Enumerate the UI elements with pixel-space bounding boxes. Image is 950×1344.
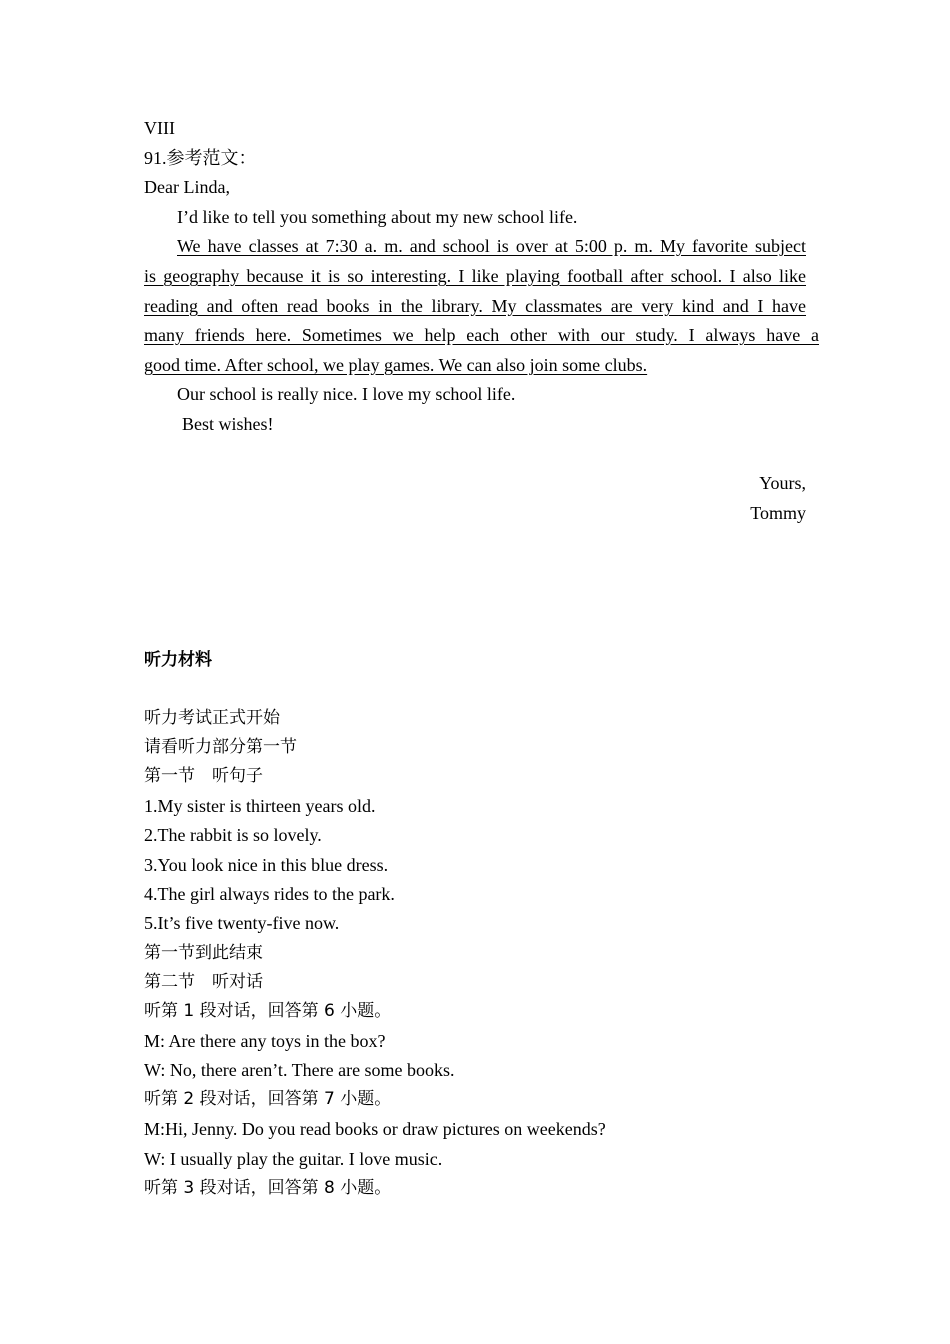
dialogue-line: M: Are there any toys in the box? (144, 1031, 386, 1051)
listening-instruction: 请看听力部分第一节 (144, 737, 297, 757)
section-number: VIII (144, 118, 175, 138)
letter-body-line: is geography because it is so interesting. I like playing football after school. I also like (144, 266, 806, 286)
dialogue-line: W: No, there aren’t. There are some books. (144, 1060, 455, 1080)
letter-body-line: We have classes at 7:30 a. m. and school is over at 5:00 p. m. My favorite subject (177, 236, 806, 256)
sentence-item: 5.It’s five twenty-five now. (144, 913, 340, 933)
listening-heading: 听力材料 (144, 650, 212, 670)
letter-body-line: many friends here. Sometimes we help each other with our study. I always have a (144, 325, 819, 345)
dialogue-line: M:Hi, Jenny. Do you read books or draw pictures on weekends? (144, 1119, 606, 1139)
letter-body-line: good time. After school, we play games. We can also join some clubs. (144, 355, 648, 375)
part1-end: 第一节到此结束 (144, 943, 263, 963)
letter-body-line: reading and often read books in the library. My classmates are very kind and I have (144, 296, 806, 316)
dialogue2-prompt: 听第 2 段对话，回答第 7 小题。 (144, 1089, 392, 1109)
letter-closing-line: Our school is really nice. I love my school life. (177, 384, 516, 404)
part2-title: 第二节 听对话 (144, 972, 263, 992)
listening-start: 听力考试正式开始 (144, 708, 280, 728)
letter-wishes: Best wishes! (182, 414, 274, 434)
part1-title: 第一节 听句子 (144, 766, 263, 786)
letter-signature: Tommy (750, 503, 806, 523)
letter-greeting: Dear Linda, (144, 177, 230, 197)
dialogue3-prompt: 听第 3 段对话，回答第 8 小题。 (144, 1178, 392, 1198)
letter-sign-off: Yours, (759, 473, 806, 493)
sentence-item: 3.You look nice in this blue dress. (144, 855, 389, 875)
sentence-item: 1.My sister is thirteen years old. (144, 796, 376, 816)
dialogue-line: W: I usually play the guitar. I love music. (144, 1149, 443, 1169)
sentence-item: 4.The girl always rides to the park. (144, 884, 395, 904)
essay-label: 91.参考范文： (144, 148, 257, 168)
dialogue1-prompt: 听第 1 段对话，回答第 6 小题。 (144, 1001, 392, 1021)
letter-intro: I’d like to tell you something about my new school life. (177, 207, 578, 227)
sentence-item: 2.The rabbit is so lovely. (144, 825, 322, 845)
